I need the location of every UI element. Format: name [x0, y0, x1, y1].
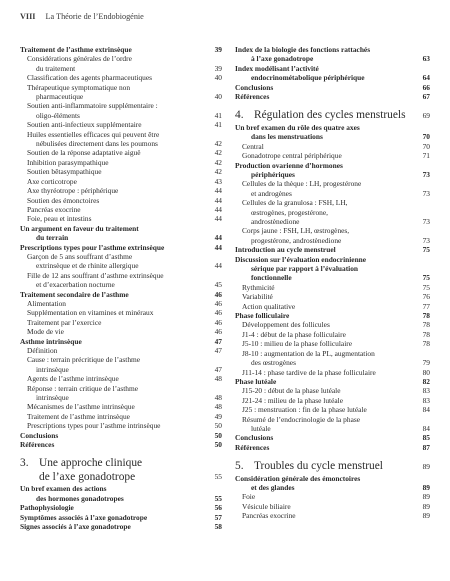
- entry-text: du terrain: [36, 233, 69, 243]
- entry-text: Index modélisant l’activité: [235, 63, 319, 73]
- page-ref: 89: [422, 492, 430, 502]
- chapter-heading[interactable]: [235, 109, 430, 123]
- entry-text: des hormones gonadotropes: [36, 493, 124, 503]
- toc-subentry[interactable]: [20, 318, 222, 327]
- toc-subentry[interactable]: [20, 308, 222, 317]
- toc-subentry[interactable]: [20, 101, 222, 110]
- page-ref: 56: [214, 503, 222, 513]
- page-ref: 89: [422, 483, 430, 493]
- toc-subentry[interactable]: [235, 283, 430, 292]
- toc-section-entry[interactable]: [235, 483, 430, 492]
- running-header: [20, 12, 430, 21]
- entry-text: périphériques: [251, 169, 295, 179]
- entry-text: Garçon de 5 ans souffrant d’asthme: [27, 251, 133, 261]
- entry-text: intrinsèque: [36, 393, 69, 403]
- toc-left-column: [20, 45, 222, 532]
- toc-subentry[interactable]: [235, 511, 430, 520]
- entry-text: J21-24 : milieu de la phase lutéale: [242, 395, 343, 405]
- page-ref: 46: [214, 327, 222, 337]
- entry-text: Central: [242, 141, 264, 151]
- page-ref: 43: [214, 176, 222, 186]
- toc-subentry[interactable]: [20, 280, 222, 289]
- entry-text: Un bref examen du rôle des quatre axes: [235, 122, 360, 132]
- toc-subentry[interactable]: [235, 320, 430, 329]
- page-ref: 73: [422, 217, 430, 226]
- entry-text: Un bref examen des actions: [20, 484, 107, 494]
- toc-section-entry[interactable]: [20, 431, 222, 440]
- page-ref: 46: [214, 298, 222, 308]
- page-ref: 42: [214, 148, 222, 158]
- page-ref: 40: [214, 92, 222, 102]
- page-ref: 89: [422, 462, 430, 472]
- toc-subentry[interactable]: [235, 198, 430, 207]
- entry-text: Cellules de la granulosa : FSH, LH,: [242, 198, 348, 208]
- page-ref: 42: [214, 157, 222, 167]
- page-ref: 75: [422, 273, 430, 283]
- toc-section-entry[interactable]: [235, 474, 430, 483]
- entry-text: Un argument en faveur du traitement: [20, 223, 139, 233]
- toc-section-entry[interactable]: [235, 433, 430, 442]
- chapter-number: 5.: [235, 460, 244, 473]
- toc-subentry[interactable]: [235, 292, 430, 301]
- entry-text: pharmaceutique: [36, 92, 84, 102]
- toc-section-entry[interactable]: [235, 132, 430, 141]
- entry-text: Supplémentation en vitamines et minéraux: [27, 308, 154, 318]
- entry-text: Foie, peau et intestins: [27, 214, 92, 224]
- toc-subentry[interactable]: [235, 492, 430, 501]
- entry-text: Soutien bêtasympathique: [27, 167, 102, 177]
- entry-text: Réponse : terrain critique de l’asthme: [27, 383, 139, 393]
- toc-subentry[interactable]: [235, 142, 430, 151]
- toc-section-entry[interactable]: [235, 64, 430, 73]
- entry-text: Considérations générales de l’ordre: [27, 54, 132, 64]
- chapter-number: 4.: [235, 109, 244, 122]
- page-ref: 55: [214, 472, 222, 482]
- page-ref: 44: [214, 195, 222, 205]
- toc-subentry[interactable]: [20, 365, 222, 374]
- toc-subentry[interactable]: [20, 73, 222, 82]
- toc-section-entry[interactable]: [235, 443, 430, 452]
- chapter-title-line: Une approche clinique: [39, 457, 143, 470]
- toc-section-entry[interactable]: [235, 45, 430, 54]
- entry-text: Références: [235, 92, 270, 102]
- entry-text: Pancréas exocrine: [242, 511, 296, 521]
- page-ref: 82: [422, 376, 430, 386]
- toc-subentry[interactable]: [20, 412, 222, 421]
- page-ref: 84: [422, 423, 430, 433]
- page-ref: 50: [214, 440, 222, 450]
- entry-text: Phase lutéale: [235, 376, 277, 386]
- entry-text: extrinsèque et de rhinite allergique: [36, 261, 139, 271]
- chapter-title-line: Régulation des cycles menstruels: [254, 109, 406, 122]
- toc-section-entry[interactable]: [235, 311, 430, 320]
- page-ref: 50: [214, 421, 222, 431]
- entry-text: Cause : terrain précritique de l’asthme: [27, 355, 141, 365]
- toc-subentry[interactable]: [235, 189, 430, 198]
- toc-section-entry[interactable]: [235, 73, 430, 82]
- section-spacer: [235, 452, 430, 460]
- toc-subentry[interactable]: [20, 139, 222, 148]
- entry-text: Introduction au cycle menstruel: [235, 245, 336, 255]
- page-ref: 44: [214, 261, 222, 271]
- entry-text: J15-20 : début de la phase lutéale: [242, 386, 341, 396]
- toc-subentry[interactable]: [20, 252, 222, 261]
- page-ref: 46: [214, 289, 222, 299]
- entry-text: Mode de vie: [27, 327, 64, 337]
- toc-subentry[interactable]: [235, 358, 430, 367]
- toc-section-entry[interactable]: [235, 170, 430, 179]
- page-ref: 89: [422, 511, 430, 521]
- entry-text: J8-10 : augmentation de la PL, augmentation: [242, 348, 375, 358]
- entry-text: des œstrogènes: [251, 358, 296, 368]
- entry-text: Vésicule biliaire: [242, 501, 291, 511]
- chapter-number: 3.: [20, 457, 29, 470]
- entry-text: Définition: [27, 346, 58, 355]
- toc-subentry[interactable]: [20, 402, 222, 411]
- page-ref: 50: [214, 430, 222, 440]
- toc-subentry[interactable]: [235, 349, 430, 358]
- entry-text: Foie: [242, 492, 256, 502]
- toc-subentry[interactable]: [235, 236, 430, 245]
- page-ref: 48: [214, 393, 222, 403]
- toc-section-entry[interactable]: [235, 264, 430, 273]
- entry-text: Traitement de l’asthme intrinsèque: [27, 411, 130, 421]
- chapter-heading[interactable]: [20, 457, 222, 484]
- toc-section-entry[interactable]: [20, 233, 222, 242]
- entry-text: Développement des follicules: [242, 320, 330, 330]
- entry-text: Variabilité: [242, 292, 273, 302]
- page-ref: 44: [214, 186, 222, 196]
- entry-text: Mécanismes de l’asthme intrinsèque: [27, 402, 135, 412]
- page-ref: 70: [422, 141, 430, 151]
- section-spacer: [20, 449, 222, 457]
- entry-text: Gonadotrope central périphérique: [242, 151, 342, 161]
- page-ref: 57: [214, 512, 222, 522]
- toc-section-entry[interactable]: [235, 245, 430, 254]
- page-ref: 44: [214, 204, 222, 214]
- entry-text: J1-4 : début de la phase folliculaire: [242, 329, 346, 339]
- toc-subentry[interactable]: [20, 374, 222, 383]
- toc-section-entry[interactable]: [235, 273, 430, 282]
- toc-subentry[interactable]: [20, 355, 222, 364]
- entry-text: endocrinométabolique périphérique: [251, 73, 365, 83]
- entry-text: Pathophysiologie: [20, 503, 74, 513]
- page-ref: 78: [422, 320, 430, 330]
- entry-text: Traitement secondaire de l’asthme: [20, 289, 129, 299]
- page-ref: 48: [214, 374, 222, 384]
- toc-section-entry[interactable]: [235, 92, 430, 101]
- entry-text: à l’axe gonadotrope: [251, 54, 314, 64]
- toc-subentry[interactable]: [20, 83, 222, 92]
- toc-subentry[interactable]: [20, 64, 222, 73]
- toc-section-entry[interactable]: [235, 54, 430, 63]
- toc-subentry[interactable]: [20, 186, 222, 195]
- entry-text: Pancréas exocrine: [27, 204, 81, 214]
- toc-subentry[interactable]: [235, 217, 430, 226]
- toc-section-entry[interactable]: [20, 440, 222, 449]
- page-ref: 44: [214, 233, 222, 243]
- toc-subentry[interactable]: [20, 205, 222, 214]
- page-ref: 76: [422, 292, 430, 302]
- toc-subentry[interactable]: [20, 148, 222, 157]
- toc-subentry[interactable]: [20, 214, 222, 223]
- page-ref: 78: [422, 339, 430, 349]
- entry-text: Action qualitative: [242, 301, 296, 311]
- entry-text: J25 : menstruation : fin de la phase lutéale: [242, 405, 367, 415]
- entry-text: Index de la biologie des fonctions rattachés: [235, 45, 371, 54]
- page-ref: 41: [214, 120, 222, 130]
- page-ref: 78: [422, 329, 430, 339]
- toc-subentry[interactable]: [20, 261, 222, 270]
- entry-text: Agents de l’asthme intrinsèque: [27, 374, 119, 384]
- toc-section-entry[interactable]: [20, 290, 222, 299]
- entry-text: Résumé de l’endocrinologie de la phase: [242, 414, 361, 424]
- entry-text: Axe thyréotrope : périphérique: [27, 186, 119, 196]
- entry-text: Prescriptions types pour l’asthme intrinsèque: [27, 421, 161, 431]
- toc-subentry[interactable]: [235, 424, 430, 433]
- page-ref: 40: [214, 73, 222, 83]
- entry-text: Signes associés à l’axe gonadotrope: [20, 522, 131, 532]
- entry-text: Symptômes associés à l’axe gonadotrope: [20, 512, 148, 522]
- entry-text: lutéale: [251, 423, 271, 433]
- toc-section-entry[interactable]: [235, 255, 430, 264]
- page-ref: 45: [214, 280, 222, 290]
- page-ref: 71: [422, 151, 430, 161]
- entry-text: Phase folliculaire: [235, 311, 290, 321]
- entry-text: androstènedione: [251, 217, 300, 226]
- entry-text: Alimentation: [27, 298, 66, 308]
- page-ref: 47: [214, 346, 222, 355]
- page-ref: 41: [214, 110, 222, 120]
- page-ref: 89: [422, 501, 430, 511]
- page-ref: 49: [214, 411, 222, 421]
- toc-section-entry[interactable]: [235, 161, 430, 170]
- entry-text: Classification des agents pharmaceutiques: [27, 73, 152, 83]
- toc-right-column: [235, 45, 430, 521]
- toc-subentry[interactable]: [235, 405, 430, 414]
- entry-text: Soutien anti-infectieux supplémentaire: [27, 120, 142, 130]
- toc-section-entry[interactable]: [20, 243, 222, 252]
- toc-subentry[interactable]: [235, 302, 430, 311]
- toc-subentry[interactable]: [20, 177, 222, 186]
- entry-text: Huiles essentielles efficaces qui peuvent être: [27, 129, 160, 139]
- page-ref: 83: [422, 386, 430, 396]
- entry-text: Considération générale des émonctoires: [235, 473, 361, 483]
- entry-text: Cellules de la thèque : LH, progestérone: [242, 179, 362, 189]
- toc-section-entry[interactable]: [20, 522, 222, 531]
- toc-section-entry[interactable]: [20, 494, 222, 503]
- page-ref: 73: [422, 188, 430, 198]
- entry-text: et des glandes: [251, 483, 295, 493]
- entry-text: Rythmicité: [242, 282, 275, 292]
- page-ref: 39: [214, 63, 222, 73]
- toc-subentry[interactable]: [20, 54, 222, 63]
- toc-subentry[interactable]: [235, 415, 430, 424]
- entry-text: nébulisées directement dans les poumons: [36, 139, 158, 149]
- entry-text: oligo-éléments: [36, 110, 80, 120]
- entry-text: œstrogènes, progestérone,: [251, 207, 328, 217]
- page-ref: 73: [422, 169, 430, 179]
- page-ref: 85: [422, 433, 430, 443]
- toc-subentry[interactable]: [235, 502, 430, 511]
- entry-text: Traitement par l’exercice: [27, 317, 102, 327]
- toc-subentry[interactable]: [235, 339, 430, 348]
- entry-text: Fille de 12 ans souffrant d’asthme extrinsèque: [27, 270, 164, 280]
- entry-text: et androgènes: [251, 188, 292, 198]
- toc-subentry[interactable]: [235, 368, 430, 377]
- page-ref: 48: [214, 402, 222, 412]
- page-ref: 64: [422, 73, 430, 83]
- page-ref: 39: [214, 45, 222, 54]
- toc-subentry[interactable]: [20, 327, 222, 336]
- toc-subentry[interactable]: [20, 158, 222, 167]
- page-ref: 73: [422, 235, 430, 245]
- entry-text: Asthme intrinsèque: [20, 336, 82, 346]
- toc-section-entry[interactable]: [20, 224, 222, 233]
- page-number: VIII: [20, 12, 36, 21]
- toc-section-entry[interactable]: [20, 337, 222, 346]
- toc-subentry[interactable]: [235, 396, 430, 405]
- toc-subentry[interactable]: [20, 111, 222, 120]
- entry-text: Soutien des émonctoires: [27, 195, 100, 205]
- entry-text: dans les menstruations: [251, 132, 323, 142]
- page-ref: 75: [422, 282, 430, 292]
- entry-text: Références: [20, 440, 55, 450]
- toc-subentry[interactable]: [20, 384, 222, 393]
- toc-subentry[interactable]: [235, 179, 430, 188]
- page-ref: 78: [422, 311, 430, 321]
- toc-section-entry[interactable]: [235, 123, 430, 132]
- toc-section-entry[interactable]: [20, 503, 222, 512]
- page-ref: 83: [422, 395, 430, 405]
- page-ref: 42: [214, 139, 222, 149]
- toc-subentry[interactable]: [20, 130, 222, 139]
- page-ref: 79: [422, 358, 430, 368]
- page-ref: 87: [422, 442, 430, 452]
- chapter-heading[interactable]: [235, 460, 430, 474]
- toc-section-entry[interactable]: [20, 513, 222, 522]
- page-ref: 70: [422, 132, 430, 142]
- page-ref: 55: [214, 493, 222, 503]
- toc-subentry[interactable]: [20, 271, 222, 280]
- toc-subentry[interactable]: [235, 386, 430, 395]
- section-spacer: [235, 101, 430, 109]
- toc-subentry[interactable]: [20, 196, 222, 205]
- page-ref: 84: [422, 405, 430, 415]
- toc-subentry[interactable]: [20, 167, 222, 176]
- toc-subentry[interactable]: [235, 208, 430, 217]
- entry-text: Conclusions: [235, 433, 274, 443]
- entry-text: Conclusions: [235, 82, 274, 92]
- page-ref: 58: [214, 522, 222, 532]
- toc-section-entry[interactable]: [235, 83, 430, 92]
- entry-text: Corps jaune : FSH, LH, œstrogènes,: [242, 226, 350, 236]
- toc-subentry[interactable]: [20, 120, 222, 129]
- toc-subentry[interactable]: [235, 330, 430, 339]
- toc-subentry[interactable]: [235, 226, 430, 235]
- page-ref: 75: [422, 245, 430, 255]
- page-ref: 47: [214, 364, 222, 374]
- entry-text: Références: [235, 442, 270, 452]
- entry-text: Conclusions: [20, 430, 59, 440]
- entry-text: Prescriptions types pour l’asthme extrinsèque: [20, 242, 165, 252]
- entry-text: et d’exacerbation nocturne: [36, 280, 115, 290]
- page-ref: 80: [422, 367, 430, 377]
- page-ref: 67: [422, 92, 430, 102]
- page-ref: 63: [422, 54, 430, 64]
- entry-text: fonctionnelle: [251, 273, 292, 283]
- entry-text: Inhibition parasympathique: [27, 157, 109, 167]
- chapter-title-line: de l’axe gonadotrope: [39, 470, 136, 483]
- page-ref: 47: [214, 336, 222, 346]
- page-ref: 69: [422, 111, 430, 121]
- toc-subentry[interactable]: [20, 299, 222, 308]
- entry-text: Soutien de la réponse adaptative aiguë: [27, 148, 141, 158]
- entry-text: Traitement de l’asthme extrinsèque: [20, 45, 132, 54]
- entry-text: J5-10 : milieu de la phase folliculaire: [242, 339, 353, 349]
- toc-section-entry[interactable]: [20, 484, 222, 493]
- entry-text: Soutien anti-inflammatoire supplémentaire :: [27, 101, 158, 111]
- toc-subentry[interactable]: [20, 393, 222, 402]
- entry-text: Production ovarienne d’hormones: [235, 160, 343, 170]
- entry-text: du traitement: [36, 63, 76, 73]
- chapter-title-line: Troubles du cycle menstruel: [254, 460, 383, 473]
- toc-section-entry[interactable]: [235, 377, 430, 386]
- toc-subentry[interactable]: [20, 346, 222, 355]
- book-title: La Théorie de l’Endobiogénie: [45, 12, 144, 21]
- toc-section-entry[interactable]: [20, 45, 222, 54]
- page-ref: 46: [214, 317, 222, 327]
- entry-text: intrinsèque: [36, 364, 69, 374]
- page-ref: 44: [214, 214, 222, 224]
- entry-text: Axe corticotrope: [27, 176, 77, 186]
- entry-text: J11-14 : phase tardive de la phase folliculaire: [242, 367, 376, 377]
- entry-text: progestérone, androstènedione: [251, 235, 342, 245]
- page-ref: 44: [214, 242, 222, 252]
- page-ref: 77: [422, 301, 430, 311]
- entry-text: Discussion sur l’évaluation endocrinienne: [235, 254, 367, 264]
- page-ref: 66: [422, 82, 430, 92]
- page-ref: 42: [214, 167, 222, 177]
- page-ref: 46: [214, 308, 222, 318]
- entry-text: Thérapeutique symptomatique non: [27, 82, 131, 92]
- toc-subentry[interactable]: [20, 421, 222, 430]
- toc-subentry[interactable]: [235, 151, 430, 160]
- toc-subentry[interactable]: [20, 92, 222, 101]
- entry-text: sérique par rapport à l’évaluation: [251, 264, 359, 274]
